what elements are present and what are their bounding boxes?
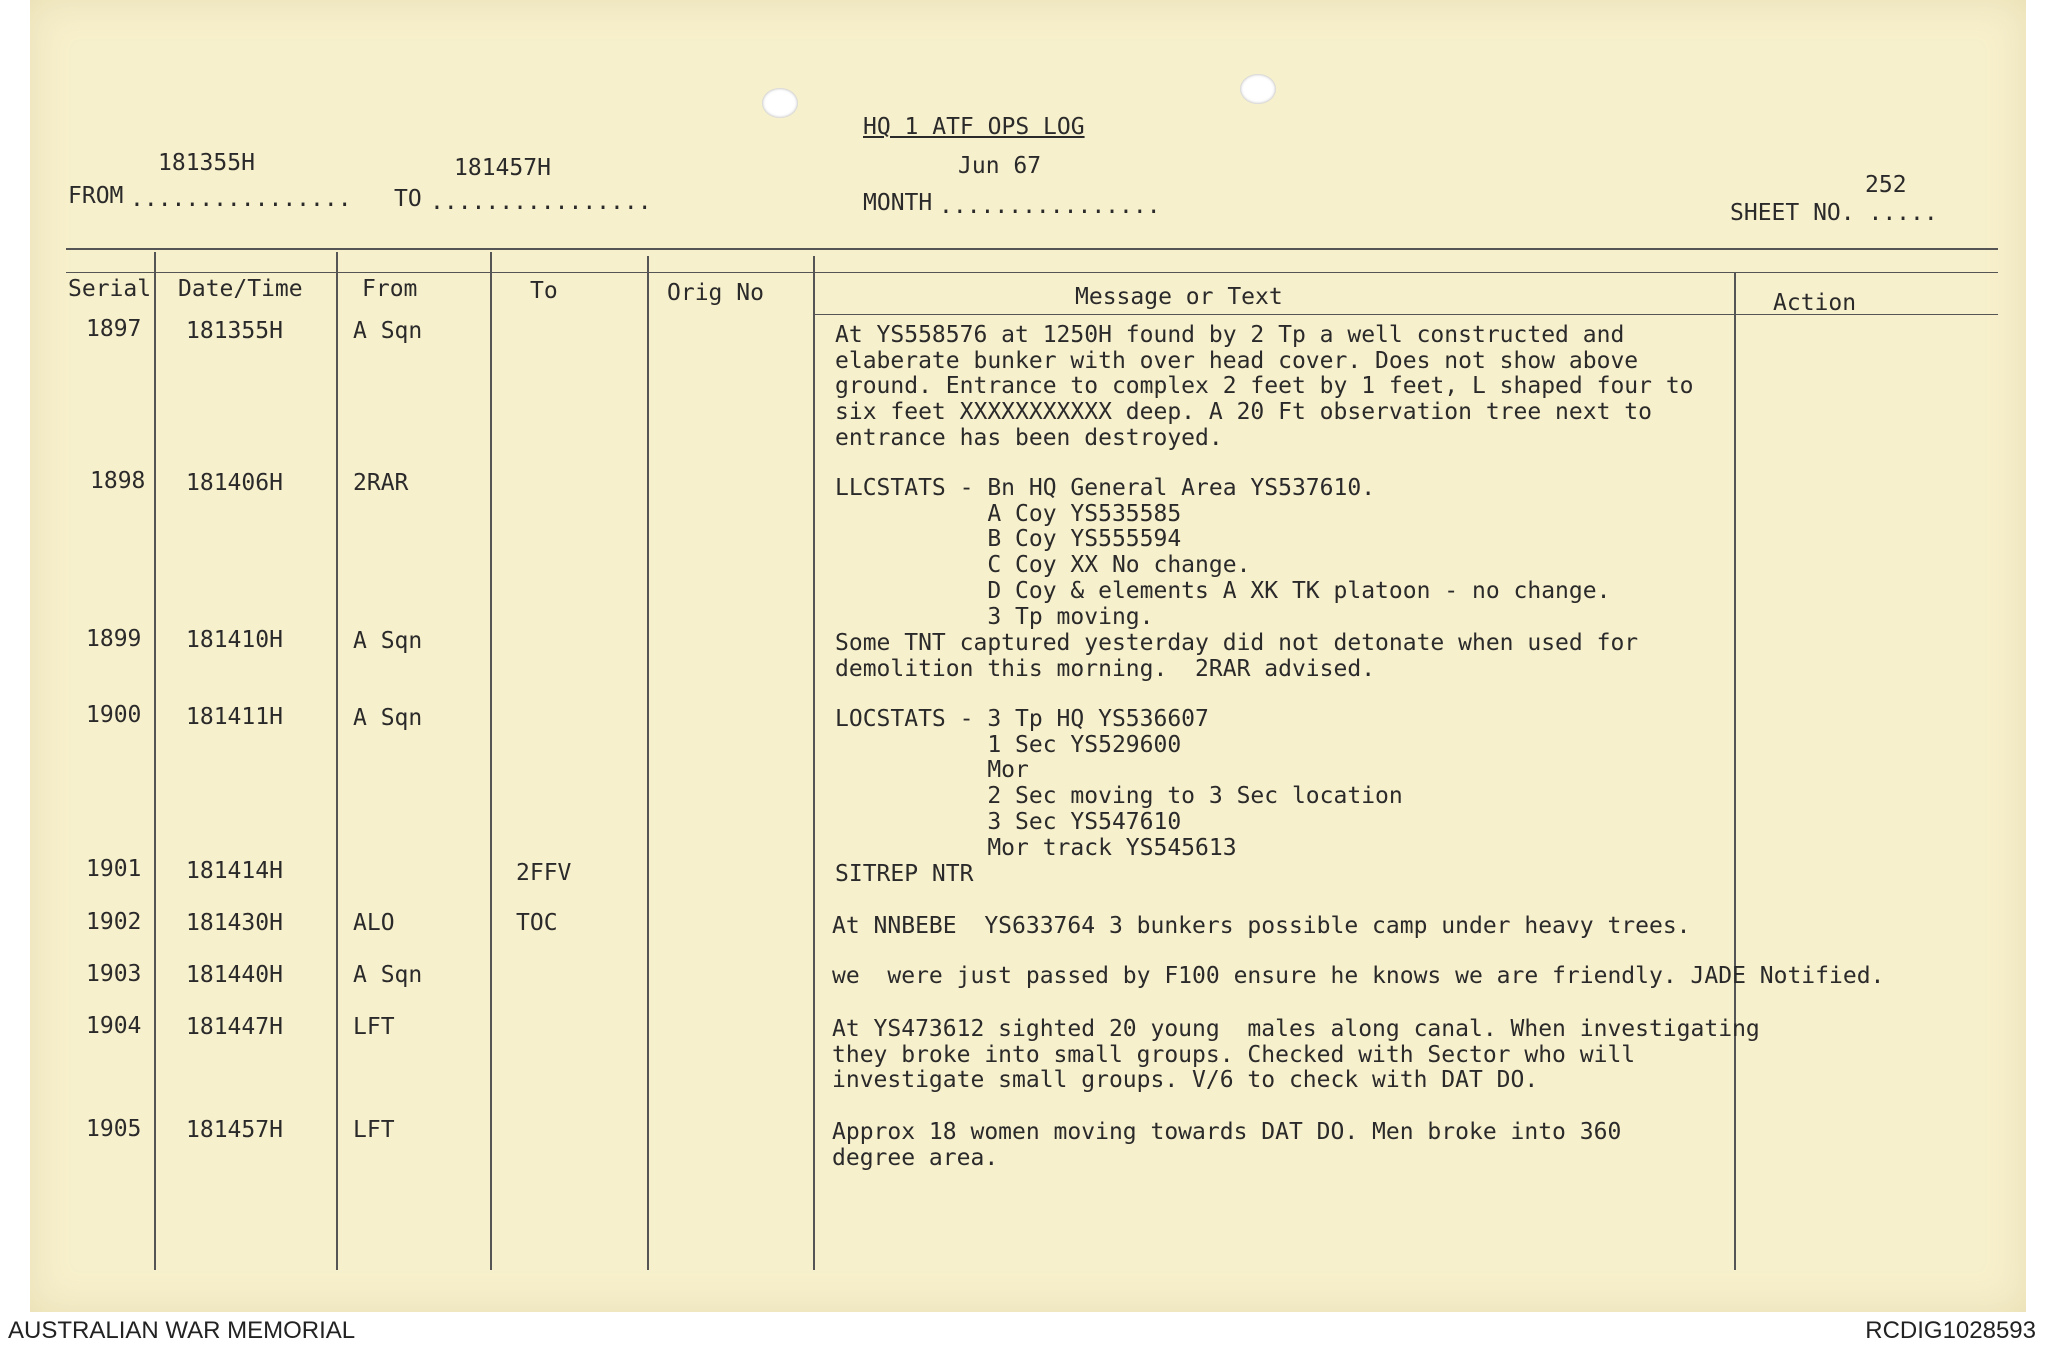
header-orig-no: Orig No bbox=[667, 280, 764, 306]
row-from: 2RAR bbox=[353, 470, 409, 496]
row-datetime: 181440H bbox=[186, 962, 283, 988]
row-datetime: 181406H bbox=[186, 470, 283, 496]
row-message: At YS558576 at 1250H found by 2 Tp a well constructed and elaberate bunker with over head cover. Does not show above ground. Entrance to complex 2 feet by 1 feet, L shaped four to six feet XXXXXXXXXXX deep. A 20 Ft observation tree next to entrance has been destroyed. bbox=[835, 322, 1694, 451]
col-divider-4 bbox=[647, 256, 649, 1270]
row-datetime: 181410H bbox=[186, 627, 283, 653]
archive-footer bbox=[0, 1312, 2048, 1346]
row-message: At NNBEBE YS633764 3 bunkers possible camp under heavy trees. bbox=[832, 913, 1691, 939]
col-divider-1 bbox=[154, 252, 156, 1270]
row-from: ALO bbox=[353, 910, 395, 936]
from-dots: ................ bbox=[130, 186, 352, 212]
header-serial: Serial bbox=[68, 276, 152, 302]
row-datetime: 181411H bbox=[186, 704, 283, 730]
row-datetime: 181457H bbox=[186, 1117, 283, 1143]
month-dots: ................ bbox=[939, 193, 1161, 219]
row-serial: 1903 bbox=[86, 961, 142, 987]
log-sheet bbox=[30, 0, 2026, 1312]
header-from: From bbox=[362, 276, 418, 302]
row-to: 2FFV bbox=[516, 860, 572, 886]
row-datetime: 181430H bbox=[186, 910, 283, 936]
archive-id: RCDIG1028593 bbox=[1865, 1317, 2036, 1344]
from-value: 181355H bbox=[158, 150, 255, 176]
header-to: To bbox=[530, 278, 558, 304]
row-serial: 1900 bbox=[86, 702, 142, 728]
row-serial: 1901 bbox=[86, 856, 142, 882]
row-from: LFT bbox=[353, 1014, 395, 1040]
header-datetime: Date/Time bbox=[178, 276, 303, 302]
row-serial: 1899 bbox=[86, 626, 142, 652]
row-datetime: 181355H bbox=[186, 318, 283, 344]
col-divider-5 bbox=[813, 256, 815, 1270]
row-serial: 1904 bbox=[86, 1013, 142, 1039]
sheet-value: 252 bbox=[1865, 172, 1907, 198]
header-action: Action bbox=[1773, 290, 1857, 316]
month-value: Jun 67 bbox=[958, 153, 1042, 179]
col-divider-3 bbox=[490, 252, 492, 1270]
row-message: LLCSTATS - Bn HQ General Area YS537610. A Coy YS535585 B Coy YS555594 C Coy XX No change. D Coy & elements A XK TK platoon - no change. 3 Tp moving. bbox=[835, 475, 1611, 630]
row-message: we were just passed by F100 ensure he knows we are friendly. JADE Notified. bbox=[832, 963, 1885, 989]
row-message: LOCSTATS - 3 Tp HQ YS536607 1 Sec YS529600 Mor 2 Sec moving to 3 Sec location 3 Sec YS547610 Mor track YS545613 bbox=[835, 706, 1403, 861]
punch-hole-right bbox=[1240, 74, 1276, 104]
table-top-rule bbox=[66, 248, 1998, 250]
document-title: HQ 1 ATF OPS LOG bbox=[863, 114, 1085, 140]
row-message: SITREP NTR bbox=[835, 861, 974, 887]
row-datetime: 181414H bbox=[186, 858, 283, 884]
row-datetime: 181447H bbox=[186, 1014, 283, 1040]
row-from: A Sqn bbox=[353, 962, 423, 988]
punch-hole-left bbox=[762, 88, 798, 118]
col-divider-2 bbox=[336, 252, 338, 1270]
header-bottom-rule bbox=[66, 272, 1998, 273]
row-message: At YS473612 sighted 20 young males along canal. When investigating they broke into small groups. Checked with Sector who will investigate small groups. V/6 to check with DAT DO. bbox=[832, 1016, 1760, 1094]
row-from: A Sqn bbox=[353, 318, 423, 344]
from-label: FROM bbox=[68, 183, 124, 209]
row-message: Some TNT captured yesterday did not detonate when used for demolition this morning. 2RAR advised. bbox=[835, 630, 1639, 682]
sheet-label: SHEET NO. ..... bbox=[1730, 200, 1938, 226]
row-serial: 1898 bbox=[90, 468, 146, 494]
col-divider-6 bbox=[1734, 272, 1736, 1270]
to-value: 181457H bbox=[454, 155, 551, 181]
header-message: Message or Text bbox=[1075, 284, 1283, 310]
row-serial: 1902 bbox=[86, 909, 142, 935]
row-message: Approx 18 women moving towards DAT DO. Men broke into 360 degree area. bbox=[832, 1119, 1622, 1171]
to-dots: ................ bbox=[430, 189, 652, 215]
row-from: A Sqn bbox=[353, 628, 423, 654]
row-from: A Sqn bbox=[353, 705, 423, 731]
month-label: MONTH bbox=[863, 190, 933, 216]
row-from: LFT bbox=[353, 1117, 395, 1143]
to-label: TO bbox=[394, 186, 422, 212]
row-serial: 1905 bbox=[86, 1116, 142, 1142]
row-serial: 1897 bbox=[86, 316, 142, 342]
archive-credit: AUSTRALIAN WAR MEMORIAL bbox=[8, 1317, 356, 1344]
row-to: TOC bbox=[516, 910, 558, 936]
